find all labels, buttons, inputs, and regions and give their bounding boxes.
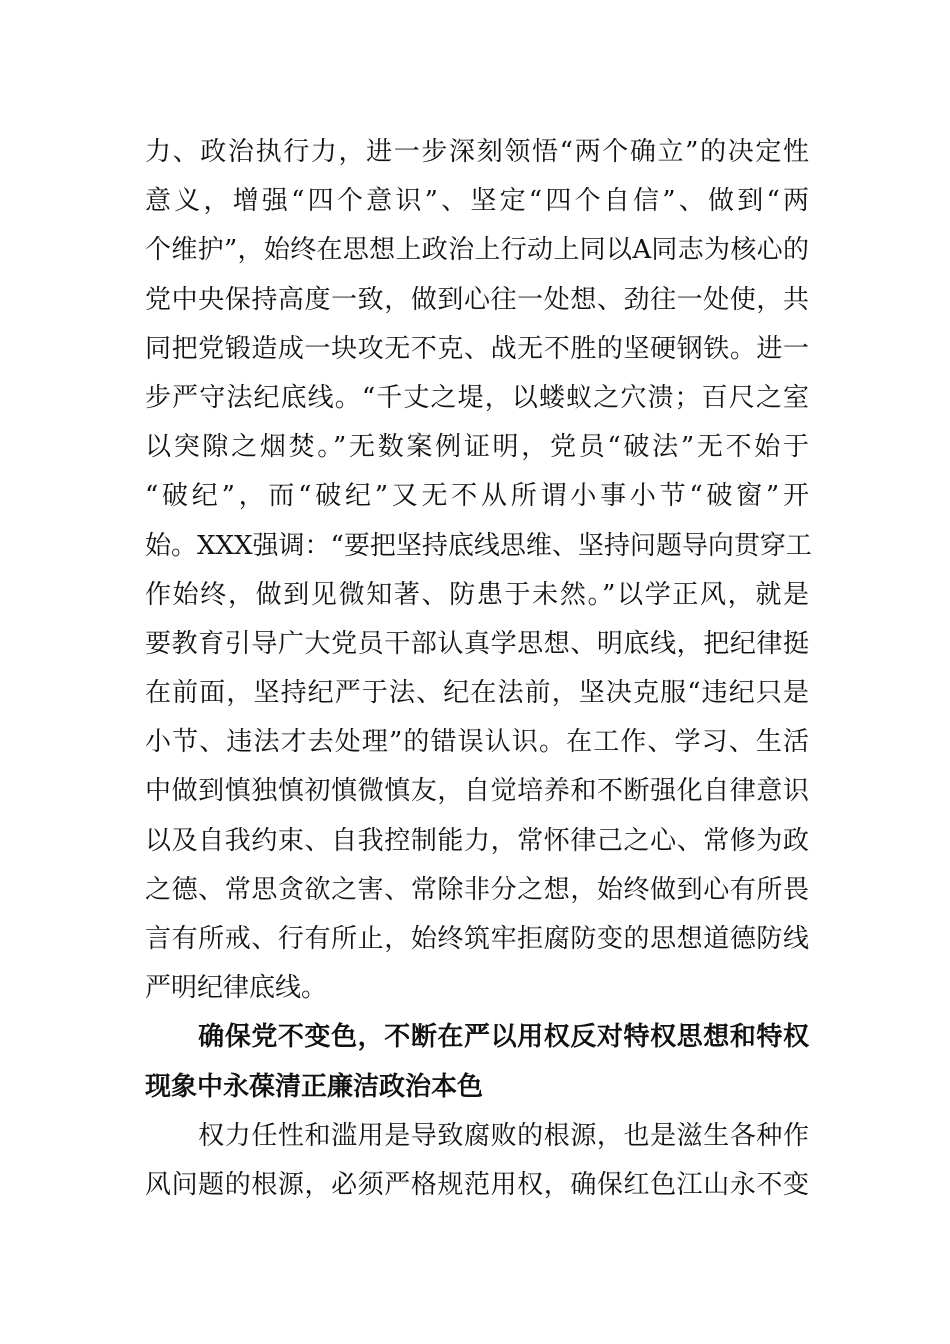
text-line: 作始终，做到见微知著、防患于未然。”以学正风，就是: [145, 579, 809, 610]
text-line: “破纪”，而“破纪”又无不从所谓小事小节“破窗”开: [145, 481, 809, 512]
text-line: 严明纪律底线。: [145, 973, 328, 1004]
document-page: [145, 128, 812, 1210]
text-line: 步严守法纪底线。“千丈之堤，以蝼蚁之穴溃；百尺之室: [145, 382, 809, 413]
text-line: 意义，增强“四个意识”、坚定“四个自信”、做到“两: [145, 186, 809, 217]
text-line: 始。XXX强调：“要把坚持底线思维、坚持问题导向贯穿工: [145, 530, 812, 561]
text-line: 之德、常思贪欲之害、常除非分之想，始终做到心有所畏: [145, 874, 809, 905]
text-line: 要教育引导广大党员干部认真学思想、明底线，把纪律挺: [145, 628, 809, 659]
text-line: 中做到慎独慎初慎微慎友，自觉培养和不断强化自律意识: [145, 776, 809, 807]
heading-line: 确保党不变色，不断在严以用权反对特权思想和特权: [145, 1022, 809, 1053]
text-line: 风问题的根源，必须严格规范用权，确保红色江山永不变: [145, 1169, 809, 1200]
body-paragraph-2: [145, 1112, 809, 1210]
text-line: 力、政治执行力，进一步深刻领悟“两个确立”的决定性: [145, 137, 809, 167]
text-line: 权力任性和滥用是导致腐败的根源，也是滋生各种作: [145, 1120, 809, 1151]
heading-line: 现象中永葆清正廉洁政治本色: [145, 1071, 484, 1102]
text-line: 小节、违法才去处理”的错误认识。在工作、学习、生活: [145, 727, 809, 758]
section-heading: [145, 1013, 809, 1111]
body-paragraph-1: [145, 128, 812, 1013]
text-line: 个维护”，始终在思想上政治上行动上同以A同志为核心的: [145, 235, 809, 266]
text-line: 党中央保持高度一致，做到心往一处想、劲往一处使，共: [145, 284, 809, 315]
text-line: 同把党锻造成一块攻无不克、战无不胜的坚硬钢铁。进一: [145, 333, 809, 364]
text-line: 在前面，坚持纪严于法、纪在法前，坚决克服“违纪只是: [145, 678, 809, 709]
text-line: 以及自我约束、自我控制能力，常怀律己之心、常修为政: [145, 825, 809, 856]
text-line: 以突隙之烟焚。”无数案例证明，党员“破法”无不始于: [145, 432, 809, 463]
text-line: 言有所戒、行有所止，始终筑牢拒腐防变的思想道德防线: [145, 924, 809, 954]
